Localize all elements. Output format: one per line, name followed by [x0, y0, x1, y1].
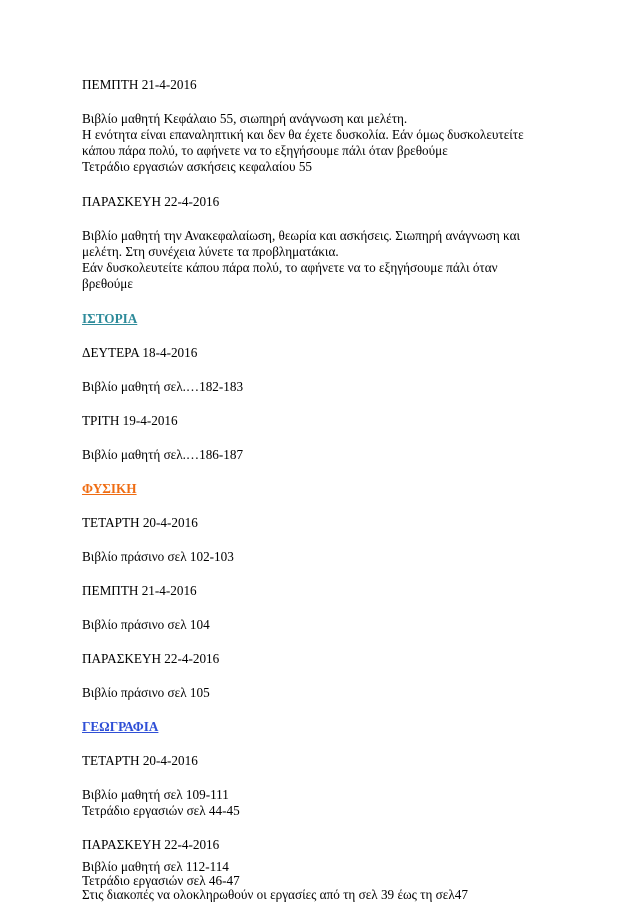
day-monday-18: ΔΕΥΤΕΡΑ 18-4-2016 — [82, 345, 198, 360]
text-line: Βιβλίο πράσινο σελ 102-103 — [82, 549, 234, 564]
day-thursday-21: ΠΕΜΠΤΗ 21-4-2016 — [82, 583, 197, 598]
text-line: μελέτη. Στη συνέχεια λύνετε τα προβληματάκια. — [82, 244, 339, 259]
text-line: Βιβλίο πράσινο σελ 104 — [82, 617, 210, 632]
day-thursday-21: ΠΕΜΠΤΗ 21-4-2016 — [82, 77, 197, 92]
text-line: Βιβλίο μαθητή σελ.…186-187 — [82, 447, 244, 462]
text-line: Τετράδιο εργασιών σελ 46-47 — [82, 873, 240, 888]
text-line: κάπου πάρα πολύ, το αφήνετε να το εξηγήσουμε πάλι όταν βρεθούμε — [82, 143, 448, 158]
text-line: Εάν δυσκολευτείτε κάπου πάρα πολύ, το αφήνετε να το εξηγήσουμε πάλι όταν — [82, 260, 498, 275]
section-heading-geografia: ΓΕΩΓΡΑΦΙΑ — [82, 719, 159, 734]
day-friday-22: ΠΑΡΑΣΚΕΥΗ 22-4-2016 — [82, 194, 220, 209]
text-line: βρεθούμε — [82, 276, 133, 291]
text-line: Στις διακοπές να ολοκληρωθούν οι εργασίες από τη σελ 39 έως τη σελ47 — [82, 887, 468, 902]
day-friday-22: ΠΑΡΑΣΚΕΥΗ 22-4-2016 — [82, 837, 220, 852]
day-tuesday-19: ΤΡΙΤΗ 19-4-2016 — [82, 413, 178, 428]
day-wednesday-20: ΤΕΤΑΡΤΗ 20-4-2016 — [82, 515, 198, 530]
section-heading-fysiki: ΦΥΣΙΚΗ — [82, 481, 137, 496]
text-line: Βιβλίο μαθητή την Ανακεφαλαίωση, θεωρία και ασκήσεις. Σιωπηρή ανάγνωση και — [82, 228, 521, 243]
text-line: Τετράδιο εργασιών σελ 44-45 — [82, 803, 240, 818]
section-heading-istoria: ΙΣΤΟΡΙΑ — [82, 311, 138, 326]
text-line: Βιβλίο μαθητή σελ 112-114 — [82, 859, 229, 874]
text-line: Βιβλίο μαθητή Κεφάλαιο 55, σιωπηρή ανάγνωση και μελέτη. — [82, 111, 408, 126]
day-friday-22: ΠΑΡΑΣΚΕΥΗ 22-4-2016 — [82, 651, 220, 666]
text-line: Βιβλίο πράσινο σελ 105 — [82, 685, 210, 700]
text-line: Τετράδιο εργασιών ασκήσεις κεφαλαίου 55 — [82, 159, 313, 174]
text-line: Βιβλίο μαθητή σελ.…182-183 — [82, 379, 244, 394]
text-line: Βιβλίο μαθητή σελ 109-111 — [82, 787, 229, 802]
day-wednesday-20: ΤΕΤΑΡΤΗ 20-4-2016 — [82, 753, 198, 768]
text-line: Η ενότητα είναι επαναληπτική και δεν θα έχετε δυσκολία. Εάν όμως δυσκολευτείτε — [82, 127, 524, 142]
